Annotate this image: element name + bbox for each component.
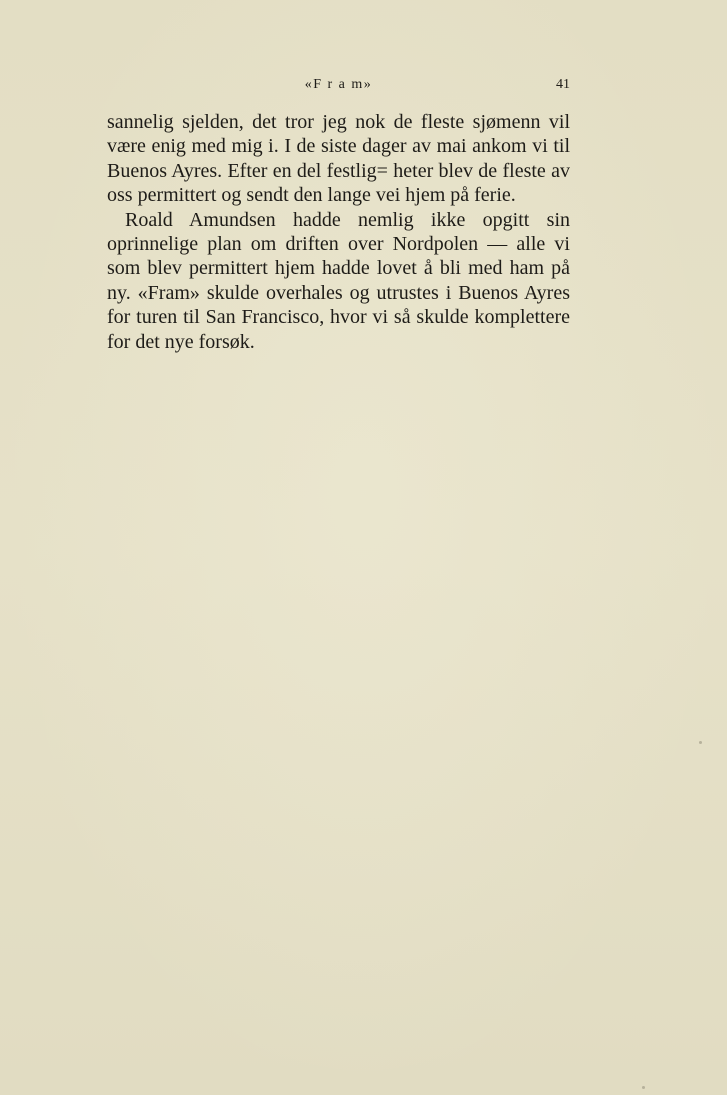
- body-text: [107, 110, 570, 354]
- paper-speck: [642, 1086, 645, 1089]
- running-head-title: «F r a m»: [304, 77, 373, 92]
- running-head: [107, 77, 570, 97]
- paragraph-2: Roald Amundsen hadde nemlig ikke opgitt sin oprinnelige plan om driften over Nordpolen — alle vi som blev permittert hjem hadde lovet å bli med ham på ny. «Fram» skulde overhales og utrustes i Buenos Ayres for turen til San Francisco, hvor vi så skulde komplettere for det nye forsøk.: [107, 208, 570, 353]
- page-number: 41: [556, 77, 570, 92]
- paragraph-1: sannelig sjelden, det tror jeg nok de fleste sjømenn vil være enig med mig i. I de siste dager av mai ankom vi til Buenos Ayres. Efter en del festlig= heter blev de fleste av oss permittert og sendt den lange vei hjem på ferie.: [107, 111, 570, 207]
- paper-speck: [699, 741, 702, 744]
